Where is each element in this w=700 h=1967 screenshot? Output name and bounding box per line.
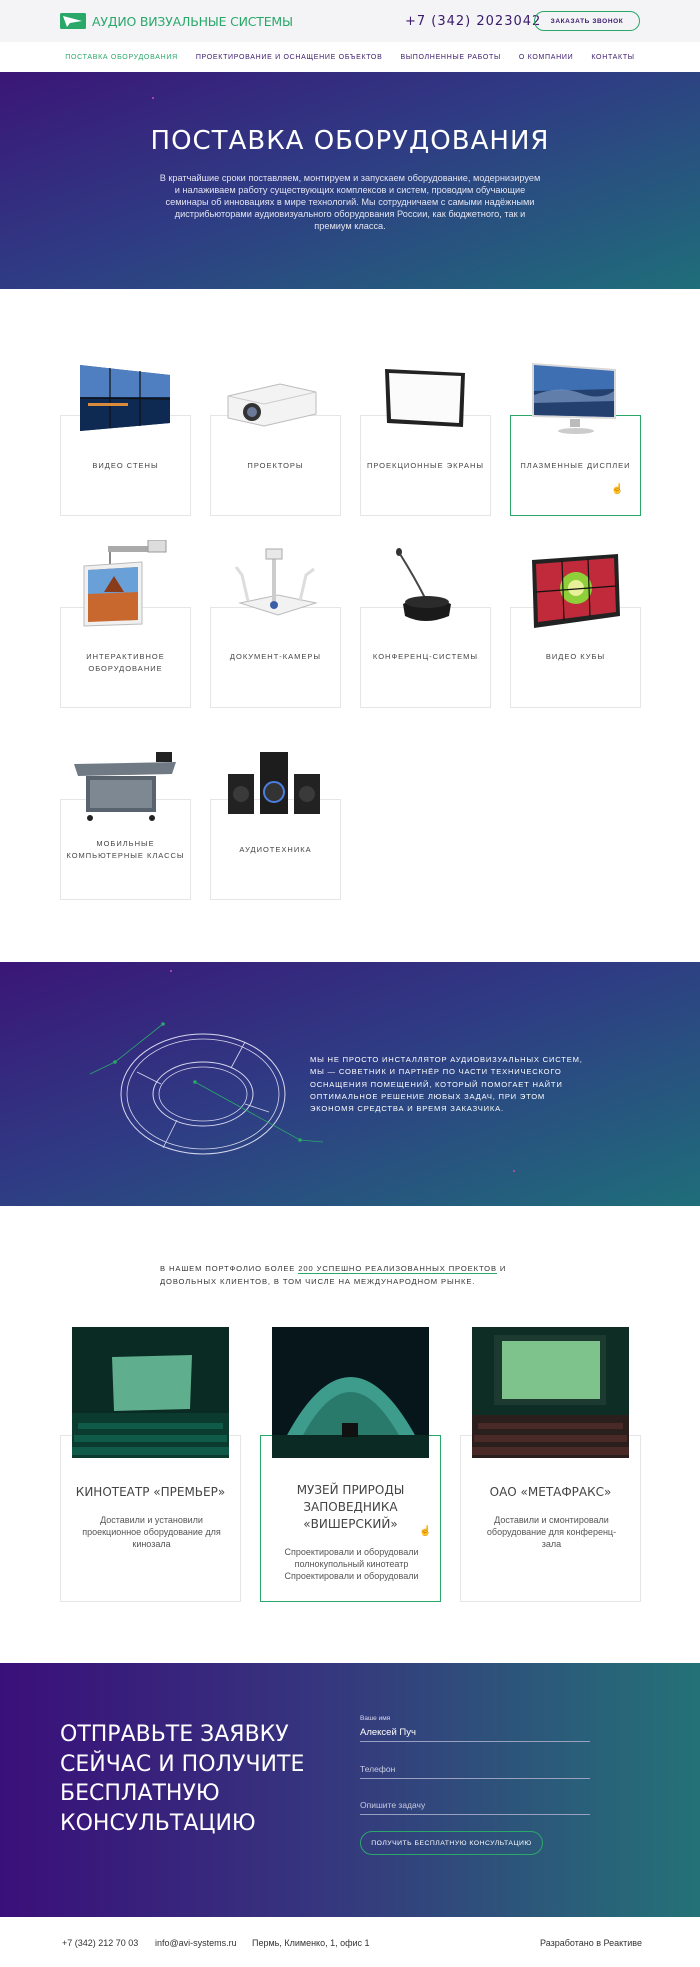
portfolio-projects-link[interactable]: 200 УСПЕШНО РЕАЛИЗОВАННЫХ ПРОЕКТОВ xyxy=(298,1264,497,1273)
mobile-classroom-image xyxy=(72,750,180,822)
header-phone[interactable]: +7 (342) 2023042 xyxy=(405,14,542,29)
name-field-label: Ваше имя xyxy=(360,1715,391,1722)
top-bar xyxy=(0,0,700,42)
product-label: ИНТЕРАКТИВНОЕ ОБОРУДОВАНИЕ xyxy=(86,652,165,673)
footer-address: Пермь, Клименко, 1, офис 1 xyxy=(252,1938,370,1948)
pointer-cursor-icon: ☝ xyxy=(419,1526,432,1537)
project-card-metafrax[interactable] xyxy=(460,1435,641,1602)
plasma-display-image xyxy=(530,361,620,437)
nav-item-completed-works[interactable]: ВЫПОЛНЕННЫЕ РАБОТЫ xyxy=(400,53,501,61)
footer-email[interactable]: info@avi-systems.ru xyxy=(155,1938,237,1948)
planetarium-dome-image xyxy=(272,1327,429,1458)
conference-microphone-image xyxy=(395,548,455,626)
name-field[interactable] xyxy=(360,1715,590,1742)
portfolio-intro xyxy=(160,1263,540,1288)
project-title: КИНОТЕАТР «ПРЕМЬЕР» xyxy=(75,1485,226,1499)
nav-item-equipment-supply[interactable]: ПОСТАВКА ОБОРУДОВАНИЯ xyxy=(65,53,178,61)
project-description: Доставили и установили проекционное оборудование для кинозала xyxy=(82,1515,221,1549)
product-label: ПЛАЗМЕННЫЕ ДИСПЛЕИ xyxy=(520,461,631,470)
document-camera-image xyxy=(228,545,320,625)
product-label: КОНФЕРЕНЦ-СИСТЕМЫ xyxy=(372,652,479,661)
logo-icon xyxy=(60,13,86,29)
form-title: ОТПРАВЬТЕ ЗАЯВКУ СЕЙЧАС И ПОЛУЧИТЕ БЕСПЛАТНУЮ КОНСУЛЬТАЦИЮ xyxy=(60,1722,305,1836)
task-field[interactable] xyxy=(360,1793,590,1815)
pointer-cursor-icon: ☝ xyxy=(611,484,624,495)
main-nav xyxy=(0,42,700,72)
project-card-premier[interactable] xyxy=(60,1435,241,1602)
interactive-board-image xyxy=(78,540,172,628)
product-label: ВИДЕО КУБЫ xyxy=(545,652,606,661)
request-form-section xyxy=(0,1663,700,1917)
page-title: ПОСТАВКА ОБОРУДОВАНИЯ xyxy=(150,126,550,156)
nav-item-design[interactable]: ПРОЕКТИРОВАНИЕ И ОСНАЩЕНИЕ ОБЪЕКТОВ xyxy=(195,53,383,61)
decor-spark xyxy=(170,970,172,972)
project-title: ОАО «МЕТАФРАКС» xyxy=(489,1485,612,1499)
project-description: Доставили и смонтировали оборудование для конференц-зала xyxy=(486,1515,617,1549)
logo[interactable] xyxy=(60,13,293,29)
task-field-placeholder: Опишите задачу xyxy=(360,1800,426,1810)
cinema-hall-image xyxy=(72,1327,229,1458)
footer-phone[interactable]: +7 (342) 212 70 03 xyxy=(62,1938,139,1948)
ring-diagram xyxy=(85,1012,335,1162)
decor-spark xyxy=(513,1170,515,1172)
projector-image xyxy=(220,378,320,430)
logo-text: АУДИО ВИЗУАЛЬНЫЕ СИСТЕМЫ xyxy=(92,13,293,29)
footer-credit[interactable]: Разработано в Реактиве xyxy=(540,1938,642,1948)
product-label: АУДИОТЕХНИКА xyxy=(239,845,312,854)
submit-consultation-button[interactable]: ПОЛУЧИТЬ БЕСПЛАТНУЮ КОНСУЛЬТАЦИЮ xyxy=(360,1831,543,1855)
conference-hall-image xyxy=(472,1327,629,1458)
phone-field-placeholder: Телефон xyxy=(360,1764,396,1774)
hero-section xyxy=(0,72,700,289)
portfolio-intro-text: В НАШЕМ ПОРТФОЛИО БОЛЕЕ xyxy=(160,1264,299,1273)
product-label: МОБИЛЬНЫЕ КОМПЬЮТЕРНЫЕ КЛАССЫ xyxy=(66,839,185,860)
nav-item-about[interactable]: О КОМПАНИИ xyxy=(518,53,574,61)
name-field-value: Алексей Пуч xyxy=(360,1727,416,1738)
product-label: ВИДЕО СТЕНЫ xyxy=(92,461,159,470)
video-wall-image xyxy=(78,361,172,433)
speakers-image xyxy=(226,750,322,816)
project-card-museum[interactable] xyxy=(260,1435,441,1602)
product-card-projection-screens[interactable] xyxy=(360,415,491,516)
footer xyxy=(0,1917,700,1967)
projection-screen-image xyxy=(383,367,467,429)
nav-item-contacts[interactable]: КОНТАКТЫ xyxy=(591,53,635,61)
callback-button[interactable]: ЗАКАЗАТЬ ЗВОНОК xyxy=(534,11,640,31)
hero-description: В кратчайшие сроки поставляем, монтируем и запускаем оборудование, модернизируем и налаживаем работу существующих комплексов и систем, проводим обучающие семинары об инновациях в мире технологий. Мы сотрудничаем с самыми надёжными дистрибьюторами аудиовизуального оборудования России, как бюджетного, так и премиум класса. xyxy=(159,173,541,231)
about-text: МЫ НЕ ПРОСТО ИНСТАЛЛЯТОР АУДИОВИЗУАЛЬНЫХ СИСТЕМ, МЫ — СОВЕТНИК И ПАРТНЁР ПО ЧАСТИ ТЕХНИЧЕСКОГО ОСНАЩЕНИЯ ПОМЕЩЕНИЙ, КОТОРЫЙ ПОМОГАЕТ НАЙТИ ОПТИМАЛЬНОЕ РЕШЕНИЕ ЛЮБЫХ ЗАДАЧ, ПРИ ЭТОМ ЭКОНОМЯ СРЕДСТВА И ВРЕМЯ ЗАКАЗЧИКА. xyxy=(310,1055,583,1114)
project-description: Спроектировали и оборудовали полнокупольный кинотеатр Спроектировали и оборудовали xyxy=(284,1547,419,1581)
about-section xyxy=(0,962,700,1206)
video-cube-image xyxy=(530,552,622,630)
decor-spark xyxy=(152,97,154,99)
product-label: ДОКУМЕНТ-КАМЕРЫ xyxy=(229,652,322,661)
project-title: МУЗЕЙ ПРИРОДЫ ЗАПОВЕДНИКА «ВИШЕРСКИЙ» xyxy=(296,1483,405,1531)
phone-field[interactable] xyxy=(360,1758,590,1779)
product-label: ПРОЕКТОРЫ xyxy=(247,461,304,470)
portfolio-intro-text: И ДОВОЛЬНЫХ КЛИЕНТОВ, В ТОМ ЧИСЛЕ НА МЕЖДУНАРОДНОМ РЫНКЕ. xyxy=(160,1264,507,1286)
product-label: ПРОЕКЦИОННЫЕ ЭКРАНЫ xyxy=(366,461,485,470)
product-card-projectors[interactable] xyxy=(210,415,341,516)
